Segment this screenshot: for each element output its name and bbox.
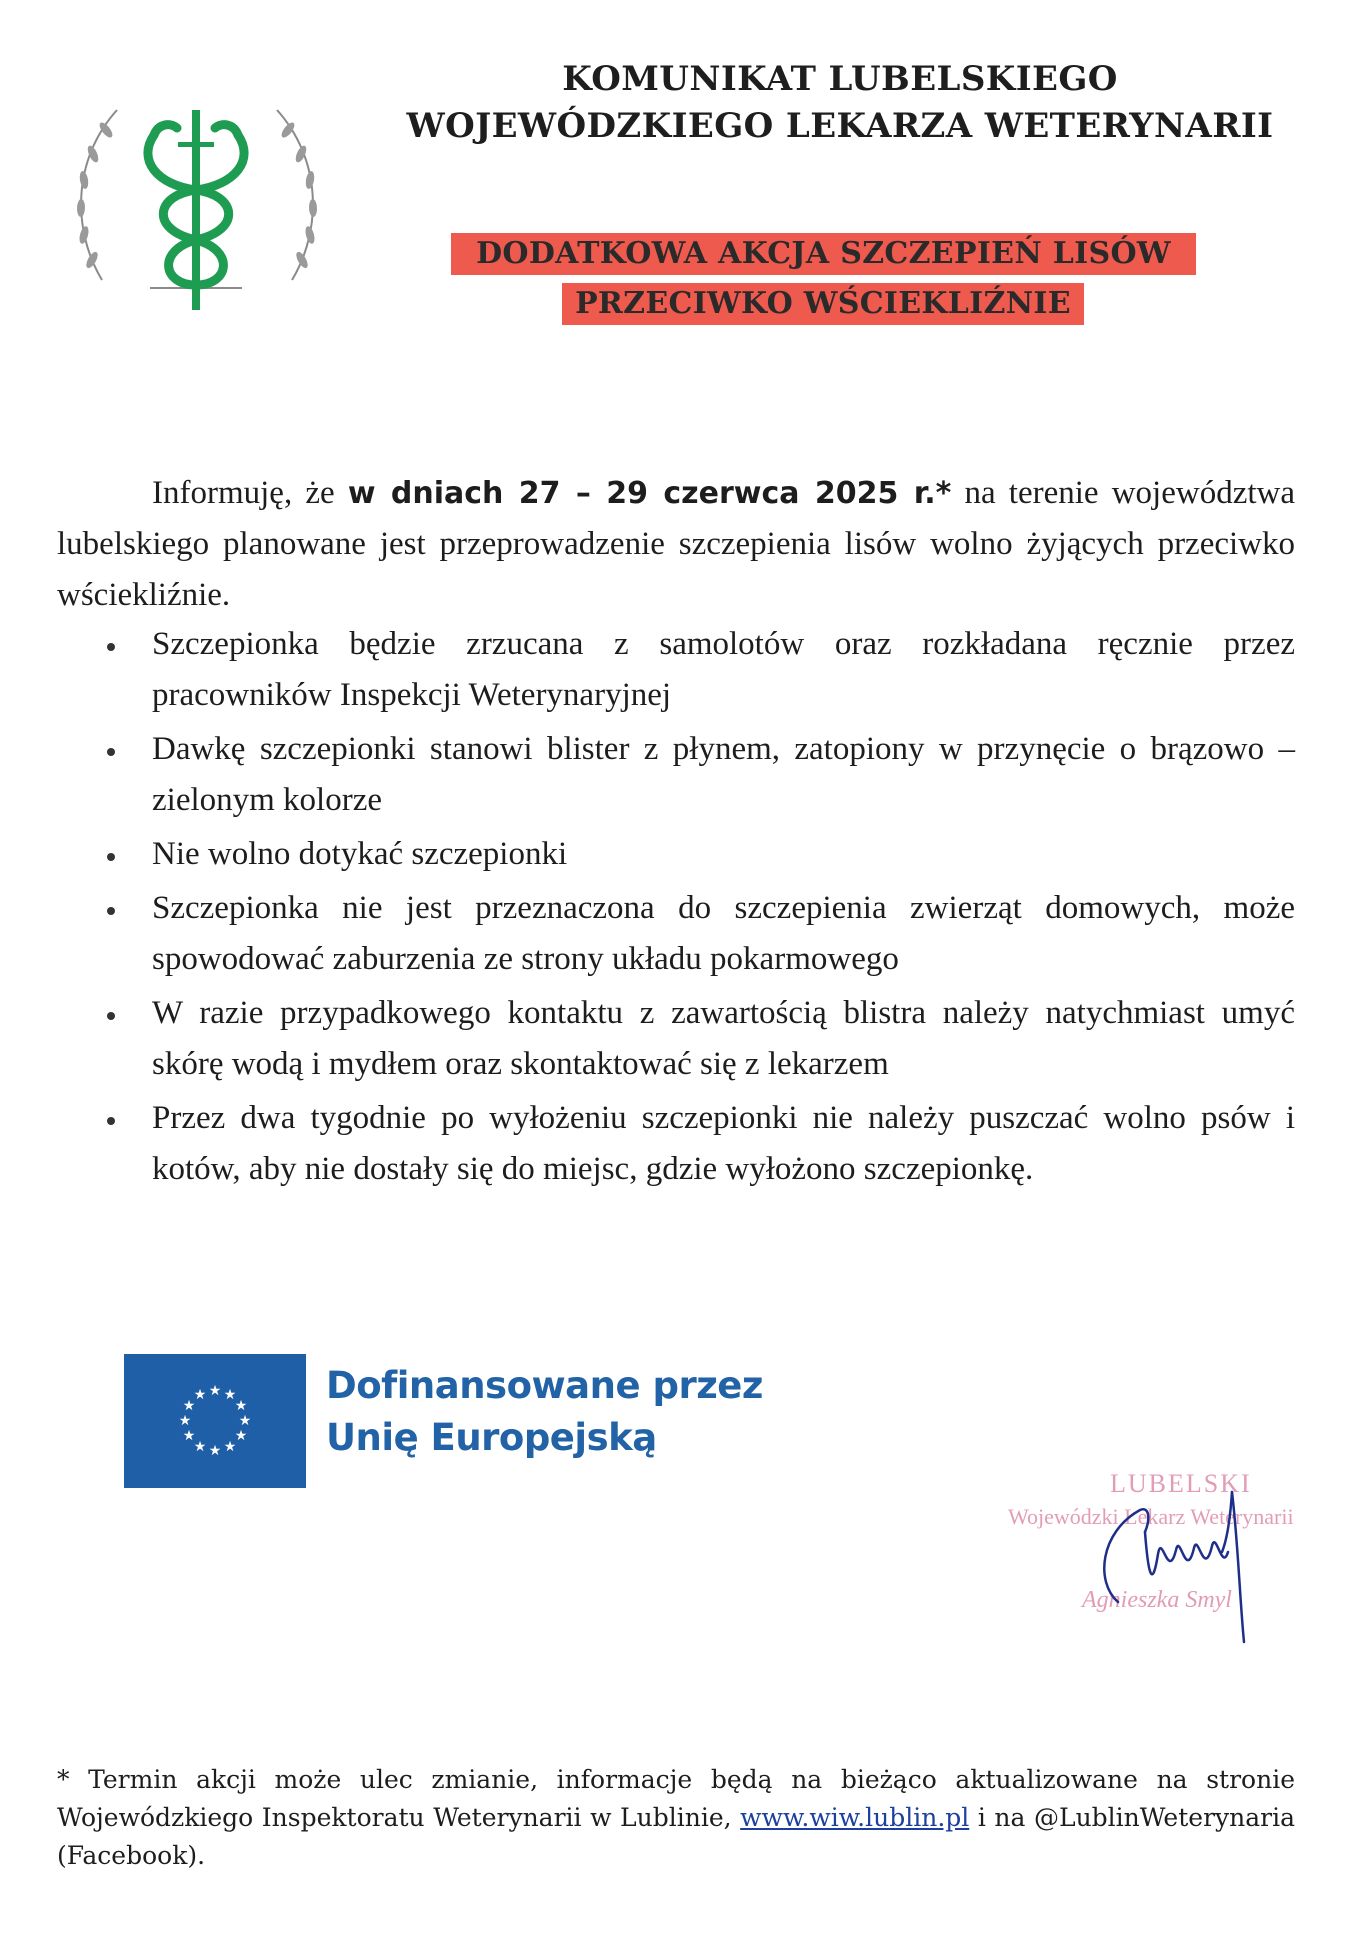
svg-text:★: ★	[234, 1428, 248, 1444]
svg-text:★: ★	[234, 1398, 248, 1414]
list-item-text: Szczepionka nie jest przeznaczona do szczepienia zwierząt domowych, może spowodować zaburzenia ze strony układu pokarmowego	[152, 890, 1295, 977]
signature-icon	[1000, 1462, 1350, 1652]
svg-text:★: ★	[182, 1398, 196, 1414]
svg-text:Wojewódzki Lekarz Weterynarii: Wojewódzki Lekarz Weterynarii	[1008, 1504, 1294, 1529]
footnote-website-link[interactable]: www.wiw.lublin.pl	[740, 1803, 970, 1832]
svg-text:★: ★	[178, 1413, 192, 1429]
svg-text:★: ★	[238, 1413, 252, 1429]
alert-headline-line-2: PRZECIWKO WŚCIEKLIŹNIE	[562, 283, 1084, 325]
svg-text:★: ★	[193, 1439, 207, 1455]
list-item	[57, 619, 1295, 721]
bullet-icon	[107, 1012, 115, 1020]
header-title-line-2: WOJEWÓDZKIEGO LEKARZA WETERYNARII	[406, 106, 1274, 146]
svg-text:★: ★	[193, 1387, 207, 1403]
header-title-line-1: KOMUNIKAT LUBELSKIEGO	[562, 59, 1118, 99]
eu-funding-label	[326, 1360, 763, 1464]
list-item-text: Przez dwa tygodnie po wyłożeniu szczepionki nie należy puszczać wolno psów i kotów, aby nie dostały się do miejsc, gdzie wyłożono szczepionkę.	[152, 1100, 1295, 1187]
svg-text:LUBELSKI: LUBELSKI	[1110, 1469, 1252, 1498]
eu-funding-line-1: Dofinansowane przez	[326, 1364, 763, 1407]
svg-text:★: ★	[182, 1428, 196, 1444]
alert-headline-line-1: DODATKOWA AKCJA SZCZEPIEŃ LISÓW	[451, 233, 1196, 275]
list-item	[57, 883, 1295, 985]
svg-text:Agnieszka Smyl: Agnieszka Smyl	[1082, 1587, 1232, 1613]
bullet-list	[57, 619, 1295, 1198]
list-item-text: Dawkę szczepionki stanowi blister z płynem, zatopiony w przynęcie o brązowo – zielonym kolorze	[152, 731, 1295, 818]
header-title	[370, 56, 1310, 150]
list-item	[57, 829, 1295, 880]
intro-rest: na terenie województwa lubelskiego planowane jest przeprowadzenie szczepienia lisów wolno żyjących przeciwko wściekliźnie.	[57, 475, 1295, 613]
list-item-text: Szczepionka będzie zrzucana z samolotów oraz rozkładana ręcznie przez pracowników Inspekcji Weterynaryjnej	[152, 626, 1295, 713]
footnote	[57, 1761, 1295, 1875]
bullet-icon	[107, 748, 115, 756]
eu-stars-icon	[124, 1354, 306, 1488]
list-item-text: W razie przypadkowego kontaktu z zawartością blistra należy natychmiast umyć skórę wodą i mydłem oraz skontaktować się z lekarzem	[152, 995, 1295, 1082]
eu-flag-icon	[124, 1354, 306, 1488]
veterinary-emblem-logo	[62, 80, 332, 320]
list-item	[57, 724, 1295, 826]
intro-paragraph	[57, 468, 1295, 621]
list-item	[57, 1093, 1295, 1195]
svg-text:★: ★	[223, 1387, 237, 1403]
list-item	[57, 988, 1295, 1090]
bullet-icon	[107, 1117, 115, 1125]
footnote-text: * Termin akcji może ulec zmianie, informacje będą na bieżąco aktualizowane na stronie Wojewódzkiego Inspektoratu Weterynarii w Lublinie,	[57, 1765, 1295, 1832]
list-item-text: Nie wolno dotykać szczepionki	[152, 836, 568, 872]
intro-dates: w dniach 27 – 29 czerwca 2025 r.*	[347, 476, 952, 511]
svg-text:★: ★	[223, 1439, 237, 1455]
official-stamp-signature	[1000, 1462, 1350, 1652]
intro-lead: Informuję, że	[152, 475, 348, 511]
eu-funding-line-2: Unię Europejską	[326, 1416, 657, 1459]
bullet-icon	[107, 907, 115, 915]
bullet-icon	[107, 853, 115, 861]
svg-text:★: ★	[208, 1383, 222, 1399]
bullet-icon	[107, 643, 115, 651]
svg-text:★: ★	[208, 1443, 222, 1459]
footnote-tail: i na @LublinWeterynaria (Facebook).	[57, 1803, 1295, 1870]
caduceus-icon	[62, 80, 332, 320]
